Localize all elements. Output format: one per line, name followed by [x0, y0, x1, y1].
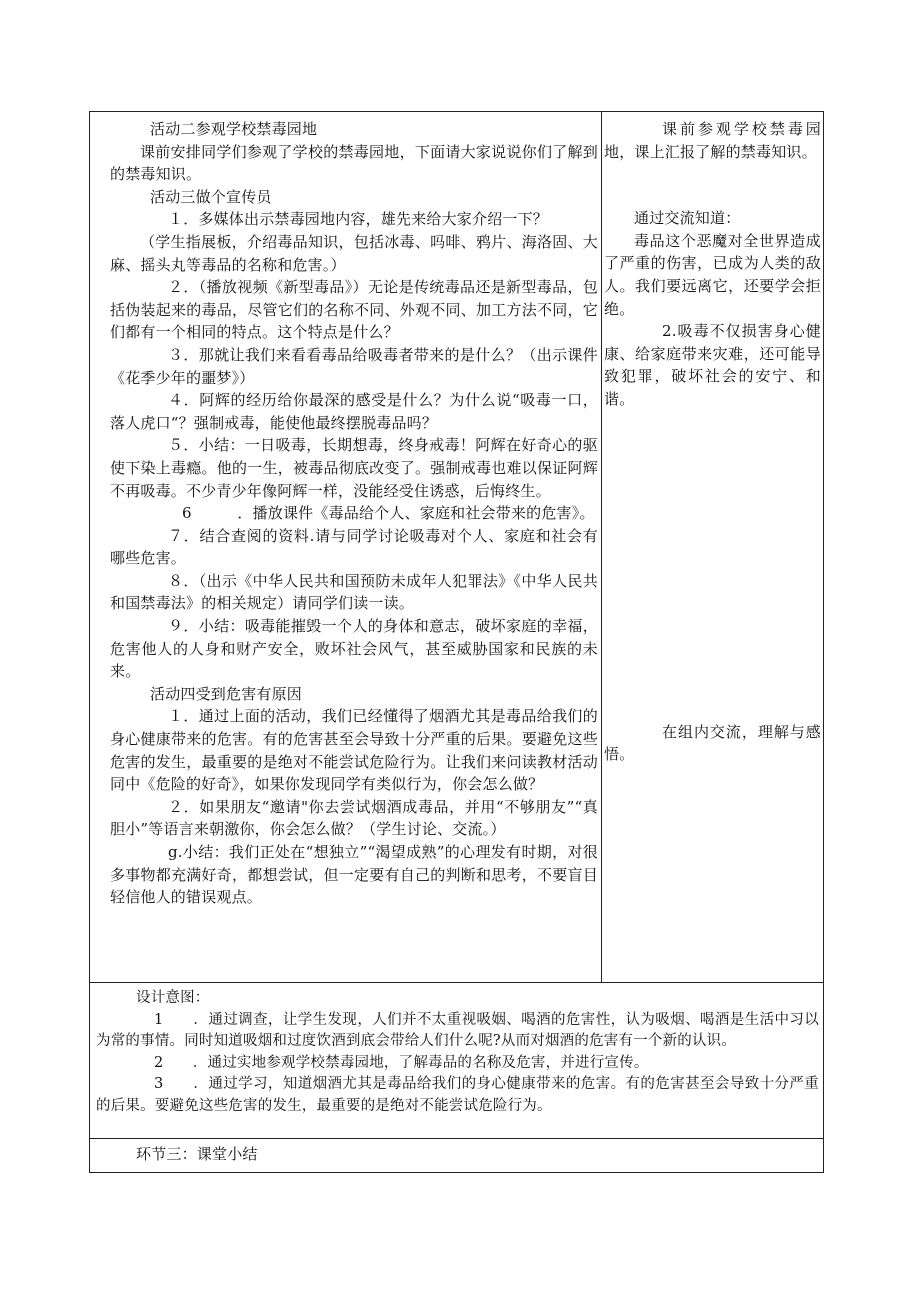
student-note-title: 通过交流知道： [634, 209, 741, 228]
student-note: 课前参观学校禁毒园地，课上汇报了解的禁毒知识。 [604, 120, 821, 161]
design-intent-item: 3 ．通过学习，知道烟酒尤其是毒品给我们的身心健康带来的危害。有的危害甚至会导致十分严重的后果。要避免这些危害的发生，最重要的是绝对不能尝试危险行为。 [96, 1076, 819, 1114]
row-divider [90, 982, 823, 983]
activity2-text: 课前安排同学们参观了学校的禁毒园地，下面请大家说说你们了解到的禁毒知识。 [110, 142, 598, 184]
activity3-item: ４．阿辉的经历给你最深的感受是什么？为什么说“吸毒一口，落人虎口“？强制戒毒，能使他最终摆脱毒品吗？ [110, 391, 598, 432]
design-intent-item: 2 ．通过实地参观学校禁毒园地，了解毒品的名称及危害，并进行宣传。 [154, 1054, 649, 1071]
student-note: 2.吸毒不仅损害身心健康、给家庭带来灾难，还可能导致犯罪，破坏社会的安宁、和谐。 [604, 322, 821, 408]
review-section-cell [90, 1139, 823, 1172]
activity3-title: 活动三做个宣传员 [150, 187, 272, 206]
design-intent-item: 1 ．通过调查，让学生发现，人们并不太重视吸姻、喝酒的危害性，认为吸烟、喝酒是生活中习以为常的事情。同时知道吸烟和过度饮酒到底会带给人们什么呢?从而对烟酒的危害有一个新的认识。 [96, 1011, 819, 1049]
activity3-item: １．多媒体出示禁毒园地内容，雄先来给大家介绍一下？ [168, 210, 549, 229]
design-intent-cell [90, 984, 823, 1138]
student-note: 在组内交流，理解与感悟。 [604, 722, 821, 764]
student-activity-cell [602, 112, 823, 982]
spacer [604, 411, 821, 721]
activity4-item: １．通过上面的活动，我们已经懂得了烟酒尤其是毒品给我们的身心健康带来的危害。有的危害甚至会导致十分严重的后果。要避免这些危害的发生，最重要的是绝对不能尝试危险行为。让我们来问读教材活动同中《危险的好奇》，如果你发现同学有类似行为，你会怎么做？ [110, 707, 598, 794]
activity4-item: ２．如果朋友“邀请"你去尝试烟酒成毒品，并用“不够朋友”“真胆小”等语言来朝激你，你会怎么做？（学生讨论、交流。） [110, 797, 598, 839]
activity3-item: ７．结合查阅的资料.请与同学讨论吸毒对个人、家庭和社会有哪些危害。 [110, 526, 598, 568]
activity4-item: g.小结：我们正处在“想独立”“渴望成熟”的心理发有时期，对很多事物都充满好奇，都想尝试，但一定要有自己的判断和思考，不要盲目轻信他人的错误观点。 [110, 843, 598, 907]
spacer [604, 163, 821, 207]
activity3-item: 6 ．播放课件《毒品给个人、家庭和社会带来的危害》。 [182, 504, 595, 523]
activity3-item: ８．（出示《中华人民共和国预防未成年人犯罪法》《中华人民共和国禁毒法》的相关规定）请同学们读一读。 [110, 571, 598, 613]
section-title: 环节三：课堂小结 [136, 1145, 258, 1163]
activity3-item: ３．那就让我们来看看毒品给吸毒者带来的是什么？（出示课件《花季少年的噩梦》） [110, 345, 598, 387]
activity3-item: ９．小结：吸毒能摧毁一个人的身体和意志，破坏家庭的幸福，危害他人的人身和财产安全，败坏社会风气，甚至威胁国家和民族的未来。 [110, 617, 598, 681]
activity4-title: 活动四受到危害有原因 [150, 684, 303, 703]
activity2-title: 活动二参观学校禁毒园地 [150, 120, 318, 138]
lesson-table [89, 111, 824, 1173]
student-note: 毒品这个恶魔对全世界造成了严重的伤害，已成为人类的敌人。我们要远离它，还要学会拒绝。 [604, 231, 821, 318]
design-intent-title: 设计意图： [136, 990, 210, 1006]
activity3-note: （学生指展板，介绍毒品知识，包括冰毒、吗啡、鸦片、海洛固、大麻、摇头丸等毒品的名称和危害。） [110, 232, 598, 274]
activity3-item: ２．（播放视频《新型毒品》）无论是传统毒品还是新型毒品，包括伪装起来的毒品，尽管它们的名称不同、外观不同、加工方法不同，它们都有一个相同的特点。这个特点是什么？ [110, 278, 598, 342]
teacher-activity-cell [90, 112, 601, 982]
activity3-item: ５．小结：一日吸毒，长期想毒，终身戒毒！阿辉在好奇心的驱使下染上毒瘾。他的一生，被毒品彻底改变了。强制戒毒也难以保证阿辉不再吸毒。不少青少年像阿辉一样，没能经受住诱惑，后悔终生。 [110, 436, 598, 500]
